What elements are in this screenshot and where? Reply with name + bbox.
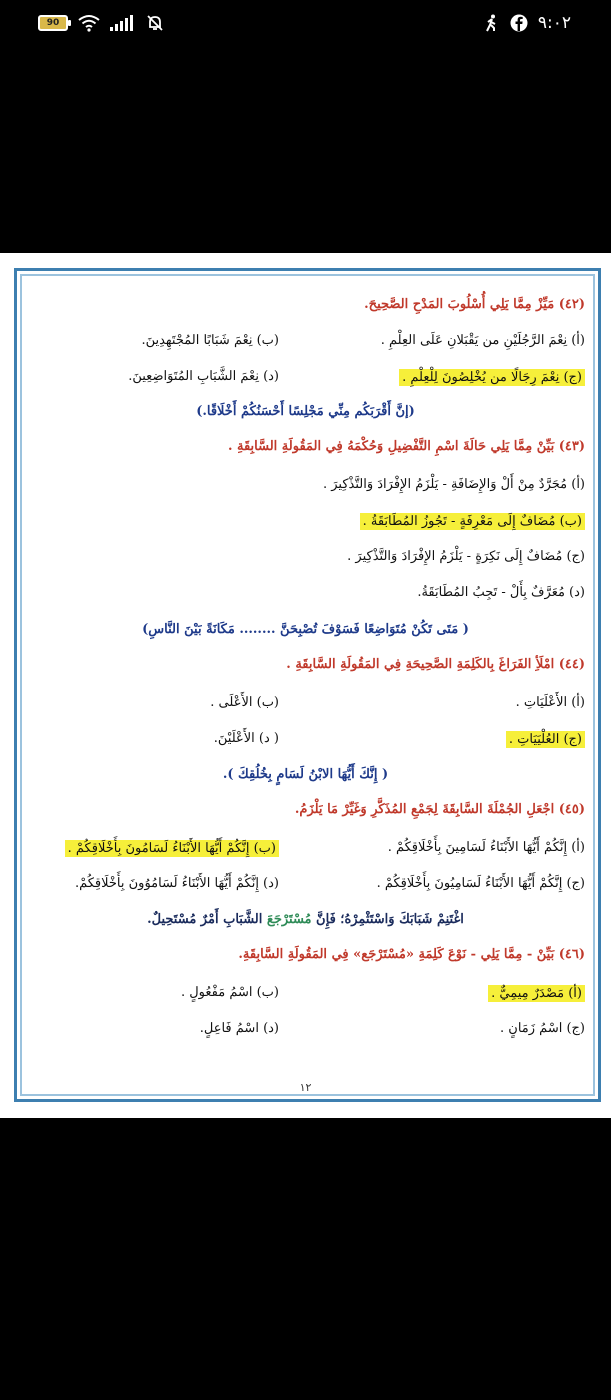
- question-42-row-1: [26, 333, 585, 359]
- quote-45: اغْتَنِمْ شَبَابَكَ وَاسْتَثْمِرْهُ؛ فَإِنَّ مُسْتَرْجَعَ الشَّبَابِ أَمْرٌ مُسْتَحِيلٌ.: [147, 912, 464, 927]
- q42-option-b[interactable]: (ب) نِعْمَ شَبَابًا المُجْتَهِدِينَ.: [141, 333, 279, 348]
- question-46-row-1: [26, 985, 585, 1011]
- question-44-title: (٤٤) امْلَأِ الفَرَاغَ بِالكَلِمَةِ الصَّحِيحَةِ فِي المَقُولَةِ السَّابِقَةِ .: [286, 657, 585, 672]
- q45-option-a[interactable]: (أ) إِنَّكُمْ أَيُّهَا الأَبْنَاءُ لَسَامِينَ بِأَخْلَاقِكُمْ .: [387, 840, 585, 855]
- question-42-row-2: [26, 369, 585, 395]
- battery-icon: [38, 15, 68, 31]
- q43-option-d[interactable]: (د) مُعَرَّفٌ بِأَلْ - تَجِبُ المُطَابَقَةُ.: [417, 585, 585, 600]
- page-number: ١٢: [0, 1081, 611, 1094]
- q46-option-b[interactable]: (ب) اسْمُ مَفْعُولٍ .: [180, 985, 279, 1000]
- q44-option-a[interactable]: (أ) الأَعْلَيَاتِ .: [515, 695, 585, 710]
- question-43-title: (٤٣) بَيِّنْ مِمَّا يَلِي حَالَةَ اسْمِ التَّفْضِيلِ وَحُكْمَهُ فِي المَقُولَةِ السَّابِقَةِ .: [227, 439, 585, 454]
- status-icons-left: [38, 12, 164, 34]
- signal-icon: [110, 15, 136, 31]
- status-bar: [0, 0, 611, 48]
- q46-option-c[interactable]: (ج) اسْمُ زَمَانٍ .: [500, 1021, 585, 1036]
- document-page: [0, 253, 611, 1118]
- q43-option-a[interactable]: (أ) مُجَرَّدٌ مِنْ أَلْ وَالإِضَافَةِ - يَلْزَمُ الإِفْرَادَ وَالتَّذْكِيرَ .: [322, 477, 585, 492]
- q45-option-b[interactable]: (ب) إِنَّكُمْ أَيُّهَا الأَبْنَاءُ لَسَامُونَ بِأَخْلَاقِكُمْ .: [65, 840, 279, 857]
- q44-option-c[interactable]: (ج) العُلْيَيَاتِ .: [506, 731, 585, 748]
- quote-44: ( إِنَّكَ أَيُّهَا الابْنُ لَسَامٍ بِخُلُقِكَ ).: [222, 767, 389, 782]
- walking-person-icon: [484, 14, 500, 32]
- clock: ٩:٠٢: [537, 13, 571, 33]
- question-45-title: (٤٥) اجْعَلِ الجُمْلَةَ السَّابِقَةَ لِجَمْعِ المُذَكَّرِ وَغَيِّرْ مَا يَلْزَمُ.: [294, 802, 585, 817]
- quote-43: ( مَتَى تَكُنْ مُتَوَاضِعًا فَسَوْفَ تُصْبِحَنَّ ........ مَكَانَةً بَيْنَ النَّاسِ): [142, 622, 469, 637]
- battery-level: 90: [46, 18, 60, 28]
- q42-option-d[interactable]: (د) نِعْمَ الشَّبَابِ المُتَوَاضِعِينَ.: [128, 369, 279, 384]
- question-44-row-1: [26, 695, 585, 721]
- wifi-icon: [78, 14, 100, 32]
- q43-option-b[interactable]: (ب) مُضَافٌ إِلَى مَعْرِفَةٍ - تَجُوزُ المُطَابَقَةُ .: [360, 513, 585, 530]
- bell-off-icon: [146, 14, 164, 32]
- quote-42: (إنَّ أَقْرَبَكُم مِنِّي مَجْلِسًا أَحْسَنُكُمْ أَخْلَاقًا.): [196, 404, 415, 419]
- question-45-row-1: [26, 840, 585, 866]
- question-46-title: (٤٦) بَيِّنْ - مِمَّا يَلِي - نَوْعَ كَلِمَةِ «مُسْتَرْجَع» فِي المَقُولَةِ السَّابِقَةِ.: [238, 947, 585, 962]
- quote-45-highlight-word: مُسْتَرْجَعَ: [266, 912, 312, 927]
- q46-option-d[interactable]: (د) اسْمُ فَاعِلٍ.: [199, 1021, 279, 1036]
- q43-option-b-row: [26, 513, 585, 539]
- question-45-row-2: [26, 876, 585, 902]
- question-46-row-2: [26, 1021, 585, 1047]
- question-42-title: (٤٢) مَيِّزْ مِمَّا يَلِي أُسْلُوبَ المَدْحِ الصَّحِيحَ.: [364, 297, 585, 312]
- q45-option-d[interactable]: (د) إِنَّكُمْ أَيُّهَا الأَبْنَاءُ لَسَامُوُونَ بِأَخْلَاقِكُمْ.: [74, 876, 279, 891]
- status-icons-right: [484, 12, 571, 34]
- q42-option-c[interactable]: (ج) نِعْمَ رِجَالًا من يُخْلِصُونَ لِلْعِلْمِ .: [399, 369, 585, 386]
- q43-option-c[interactable]: (ج) مُضَافٌ إِلَى نَكِرَةٍ - يَلْزَمُ الإِفْرَادَ وَالتَّذْكِيرَ .: [347, 549, 585, 564]
- q42-option-a[interactable]: (أ) نِعْمَ الرَّجُلَيْنِ من يَقْبَلانِ عَلَى العِلْمِ .: [380, 333, 585, 348]
- q46-option-a[interactable]: (أ) مَصْدَرٌ مِيمِيٌّ .: [488, 985, 585, 1002]
- q45-option-c[interactable]: (ج) إِنَّكُمْ أَيُّهَا الأَبْنَاءُ لَسَامِيُونَ بِأَخْلَاقِكُمْ .: [376, 876, 585, 891]
- q44-option-b[interactable]: (ب) الأَعْلَى .: [210, 695, 279, 710]
- question-44-row-2: [26, 731, 585, 757]
- q44-option-d[interactable]: ( د) الأَعْلَيْنَ.: [213, 731, 279, 746]
- facebook-icon: [510, 14, 528, 32]
